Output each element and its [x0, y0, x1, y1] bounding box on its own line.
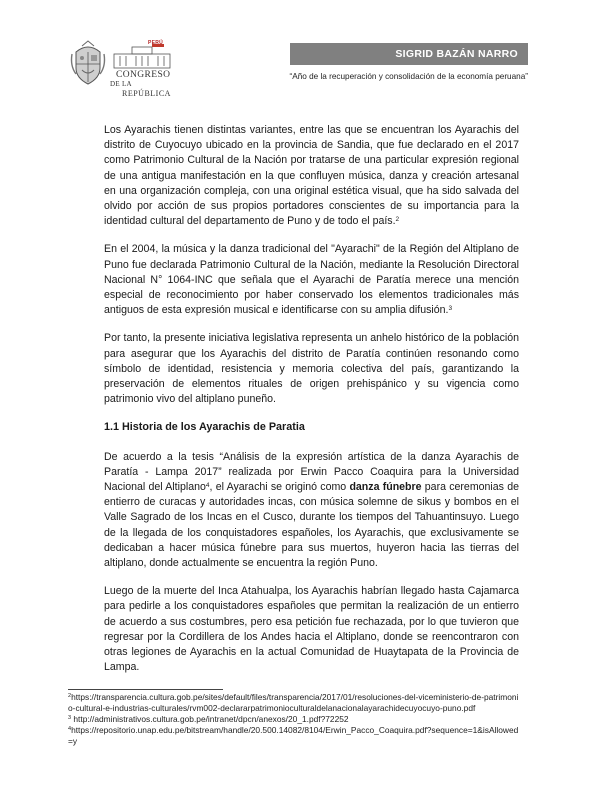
paragraph-3: Por tanto, la presente iniciativa legislativa representa un anhelo histórico de la población para asegurar que los Ayarachis del distrito de Paratía continúen resonando como símbolo de identidad, resistencia y memoria colectiva del país, garantizando la preservación de elementos rituales de origen prehispánico y su vigencia como patrimonio vivo del altiplano puneño.: [104, 332, 519, 406]
congreso-logo: [68, 40, 176, 96]
coat-of-arms-icon: [68, 40, 108, 86]
footnote-4[interactable]: $^4$https://repositorio.unap.edu.pe/bitstream/handle/20.500.14082/8104/Erwin_Pacco_Coaquira.pdf?sequence=1&isAllowed=y: [68, 725, 519, 746]
footnote-ref-2[interactable]: 2: [395, 216, 400, 224]
logo-peru-text: PERÚ: [148, 40, 164, 46]
logo-republica-text: REPÚBLICA: [122, 89, 171, 98]
author-name-bar: SIGRID BAZÁN NARRO: [290, 43, 528, 65]
footnote-3[interactable]: $^3$ http://administrativos.cultura.gob.pe/intranet/dpcn/anexos/20_1.pdf?72252: [68, 714, 349, 724]
footnote-2[interactable]: $^2$https://transparencia.cultura.gob.pe/sites/default/files/transparencia/2017/01/resoluciones-del-viceministerio-de-patrimonio-cultural-e-industrias-culturales/rvm002-declararpatrimonioculturaldelanacionalayarachidecuyocuyo-puno.pdf: [68, 692, 519, 713]
document-body: [104, 123, 519, 689]
paragraph-2: En el 2004, la música y la danza tradicional del "Ayarachi" de la Región del Altiplano de Puno fue declarada Patrimonio Cultural de la Nación, mediante la Resolución Directoral Nacional N° 1064-INC que señala que el Ayarachi de Paratía merece una mención especial de reconocimiento por haber conservado los elementos tradicionales más antiguos de esta expresión musical e identificarse con su amplia difusión.$^3$: [104, 243, 519, 317]
congress-building-icon: [112, 44, 172, 70]
footnote-ref-3[interactable]: 3: [448, 305, 453, 313]
page-header: [0, 0, 589, 100]
footnotes: [68, 692, 523, 747]
paragraph-5: Luego de la muerte del Inca Atahualpa, los Ayarachis habrían llegado hasta Cajamarca para pedirle a los conquistadores españoles que permitan la realización de un entierro de acuerdo a sus costumbres, pero esa petición fue rechazada, por lo que tuvieron que regresar por la Cordillera de los Andes hacia el Altiplano, donde se reencontraron con otras legiones de Ayarachis en la actual Comunidad de Huaytapata de la Provincia de Lampa.: [104, 585, 519, 674]
footnote-divider: [68, 689, 223, 690]
logo-congreso-text: CONGRESO: [116, 70, 171, 80]
emphasis-text: danza fúnebre: [349, 481, 422, 494]
section-heading: 1.1 Historia de los Ayarachis de Paratia: [104, 421, 305, 434]
year-motto: “Año de la recuperación y consolidación de la economía peruana”: [289, 72, 528, 81]
logo-de-la-text: DE LA: [110, 80, 132, 88]
paragraph-4: De acuerdo a la tesis “Análisis de la expresión artística de la danza Ayarachis de Paratía - Lampa 2017” realizada por Erwin Pacco Coaquira para la Universidad Nacional del Altiplano$^4$, el Ayarachi se originó como danza fúnebre para ceremonias de entierro de curacas y autoridades incas, con música solemne de sikus y bombos en el Valle Sagrado de los Incas en el Cusco, durante los tiempos del Tahuantinsuyo. Luego de la llegada de los conquistadores españoles, los Ayarachis, que exclusivamente se dedicaban a hacer música fúnebre para sus muertos, huyeron hacia las tierras del altiplano, donde actualmente se encuentra la región Puno.: [104, 450, 519, 570]
footnote-ref-4[interactable]: 4: [205, 482, 210, 490]
paragraph-1: Los Ayarachis tienen distintas variantes, entre las que se encuentran los Ayarachis del distrito de Cuyocuyo ubicado en la provincia de Sandia, que fue declarado en el 2017 como Patrimonio Cultural de la Nación por tratarse de una particular expresión regional de una antigua manifestación en la que confluyen música, danza y creación artesanal en una organización compleja, con una original estética visual, que ha sido salvada del olvido por acción de sus propios portadores conscientes de su importancia para la identidad cultural del departamento de Puno y de todo el país.$^2$: [104, 124, 519, 228]
